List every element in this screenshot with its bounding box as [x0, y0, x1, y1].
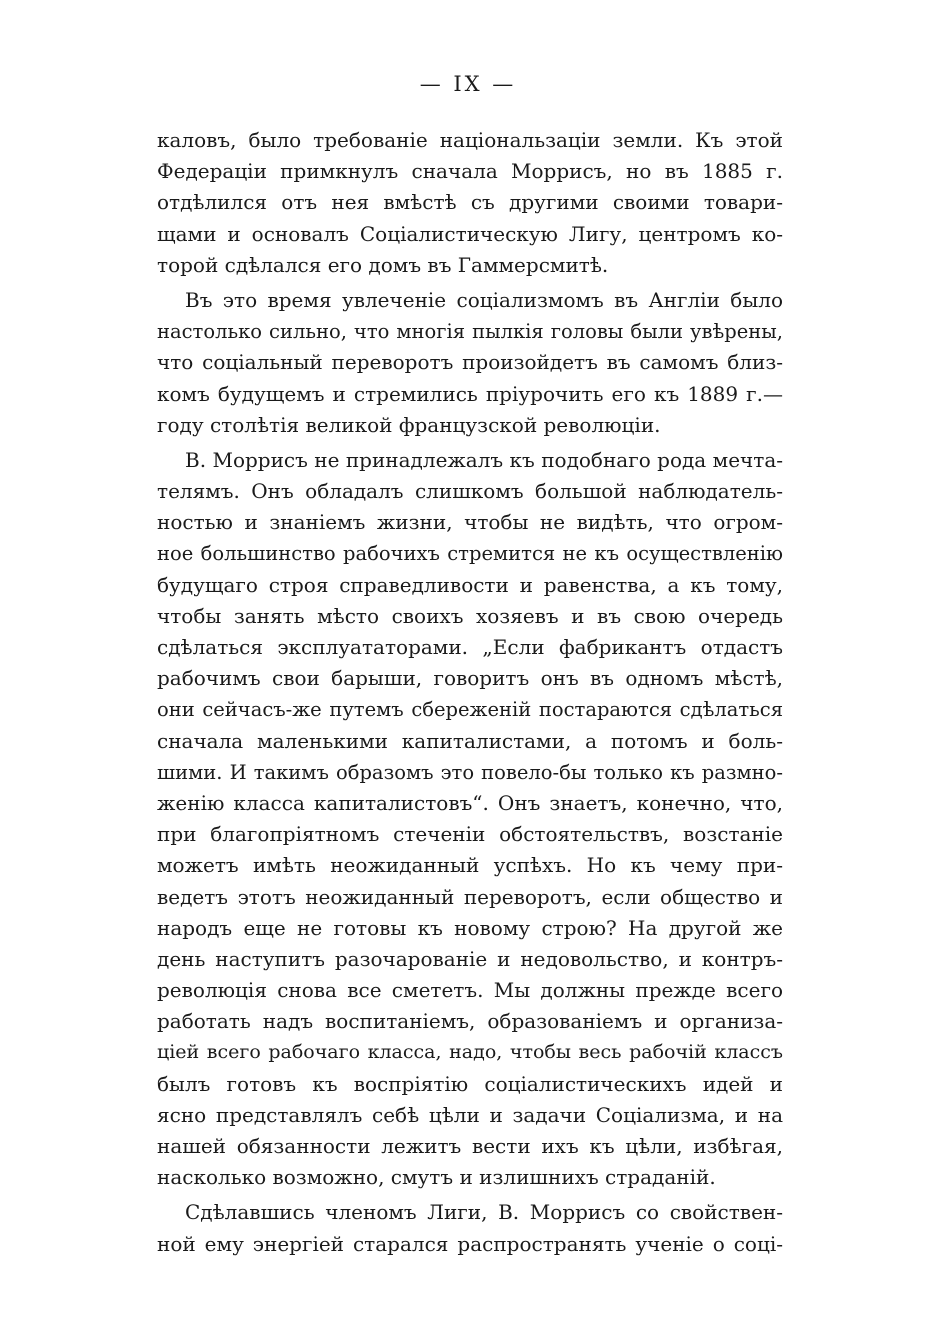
text-line: женію класса капиталистовъ“. Онъ знаетъ, конечно, что, — [157, 790, 783, 815]
text-line: ностью и знаніемъ жизни, чтобы не видѣть, что огром- — [157, 510, 783, 535]
text-line: насколько возможно, смутъ и излишнихъ страданій. — [157, 1165, 716, 1190]
text-line: году столѣтія великой французской революціи. — [157, 412, 661, 437]
text-line: народъ еще не готовы къ новому строю? На другой же — [157, 915, 783, 940]
body-text — [157, 125, 783, 1260]
text-line: чтобы занять мѣсто своихъ хозяевъ и въ свою очередь — [157, 603, 783, 628]
text-line: революція снова все смететъ. Мы должны прежде всего — [157, 978, 783, 1003]
text-line: настолько сильно, что многія пылкія головы были увѣрены, — [157, 320, 783, 344]
text-line: нашей обязанности лежитъ вести ихъ къ цѣли, избѣгая, — [157, 1134, 783, 1158]
text-line: они сейчасъ-же путемъ сбереженій постараются сдѣлаться — [157, 698, 783, 722]
text-line: шими. И такимъ образомъ это повело-бы только къ размно- — [157, 760, 783, 784]
text-line: Федераціи примкнулъ сначала Моррисъ, но въ 1885 г. — [157, 159, 783, 184]
text-line: комъ будущемъ и стремились пріурочить его къ 1889 г.— — [157, 381, 783, 406]
page-number: — IX — — [419, 72, 517, 96]
text-line: ное большинство рабочихъ стремится не къ осуществленію — [157, 542, 783, 566]
text-line: ясно представлялъ себѣ цѣли и задачи Соціализма, и на — [157, 1102, 783, 1127]
text-line: каловъ, было требованіе національзаціи земли. Къ этой — [157, 128, 783, 152]
text-line: сдѣлаться эксплуататорами. „Если фабрикантъ отдастъ — [157, 635, 783, 659]
text-line: день наступитъ разочарованіе и недовольство, и контръ- — [157, 946, 783, 971]
text-line: работать надъ воспитаніемъ, образованіемъ и организа- — [157, 1009, 783, 1034]
text-line: отдѣлился отъ нея вмѣстѣ съ другими своими товари- — [157, 190, 783, 215]
text-line: что соціальный переворотъ произойдетъ въ самомъ близ- — [157, 350, 783, 375]
text-line: сначала маленькими капиталистами, а потомъ и боль- — [157, 728, 783, 753]
text-line: былъ готовъ къ воспріятію соціалистическихъ идей и — [157, 1071, 783, 1096]
text-line: рабочимъ свои барыши, говоритъ онъ въ одномъ мѣстѣ, — [157, 666, 783, 691]
text-line: будущаго строя справедливости и равенства, а къ тому, — [157, 572, 783, 597]
paragraph-first-line: Сдѣлавшись членомъ Лиги, В. Моррисъ со свойствен- — [185, 1200, 783, 1225]
text-line: щами и основалъ Соціалистическую Лигу, центромъ ко- — [157, 221, 783, 246]
text-line: телямъ. Онъ обладалъ слишкомъ большой наблюдатель- — [157, 479, 783, 504]
text-line: ной ему энергіей старался распространять ученіе о соці- — [157, 1231, 783, 1256]
paragraph-first-line: Въ это время увлеченіе соціализмомъ въ Англіи было — [185, 287, 783, 312]
text-line: можетъ имѣть неожиданный успѣхъ. Но къ чему при- — [157, 853, 783, 878]
text-line: торой сдѣлался его домъ въ Гаммерсмитѣ. — [157, 252, 609, 277]
text-line: ціей всего рабочаго класса, надо, чтобы весь рабочій классъ — [157, 1041, 783, 1064]
text-line: при благопріятномъ стеченіи обстоятельствъ, возстаніе — [157, 822, 783, 847]
paragraph-first-line: В. Моррисъ не принадлежалъ къ подобнаго рода мечта- — [185, 447, 783, 472]
text-line: ведетъ этотъ неожиданный переворотъ, если общество и — [157, 884, 783, 909]
